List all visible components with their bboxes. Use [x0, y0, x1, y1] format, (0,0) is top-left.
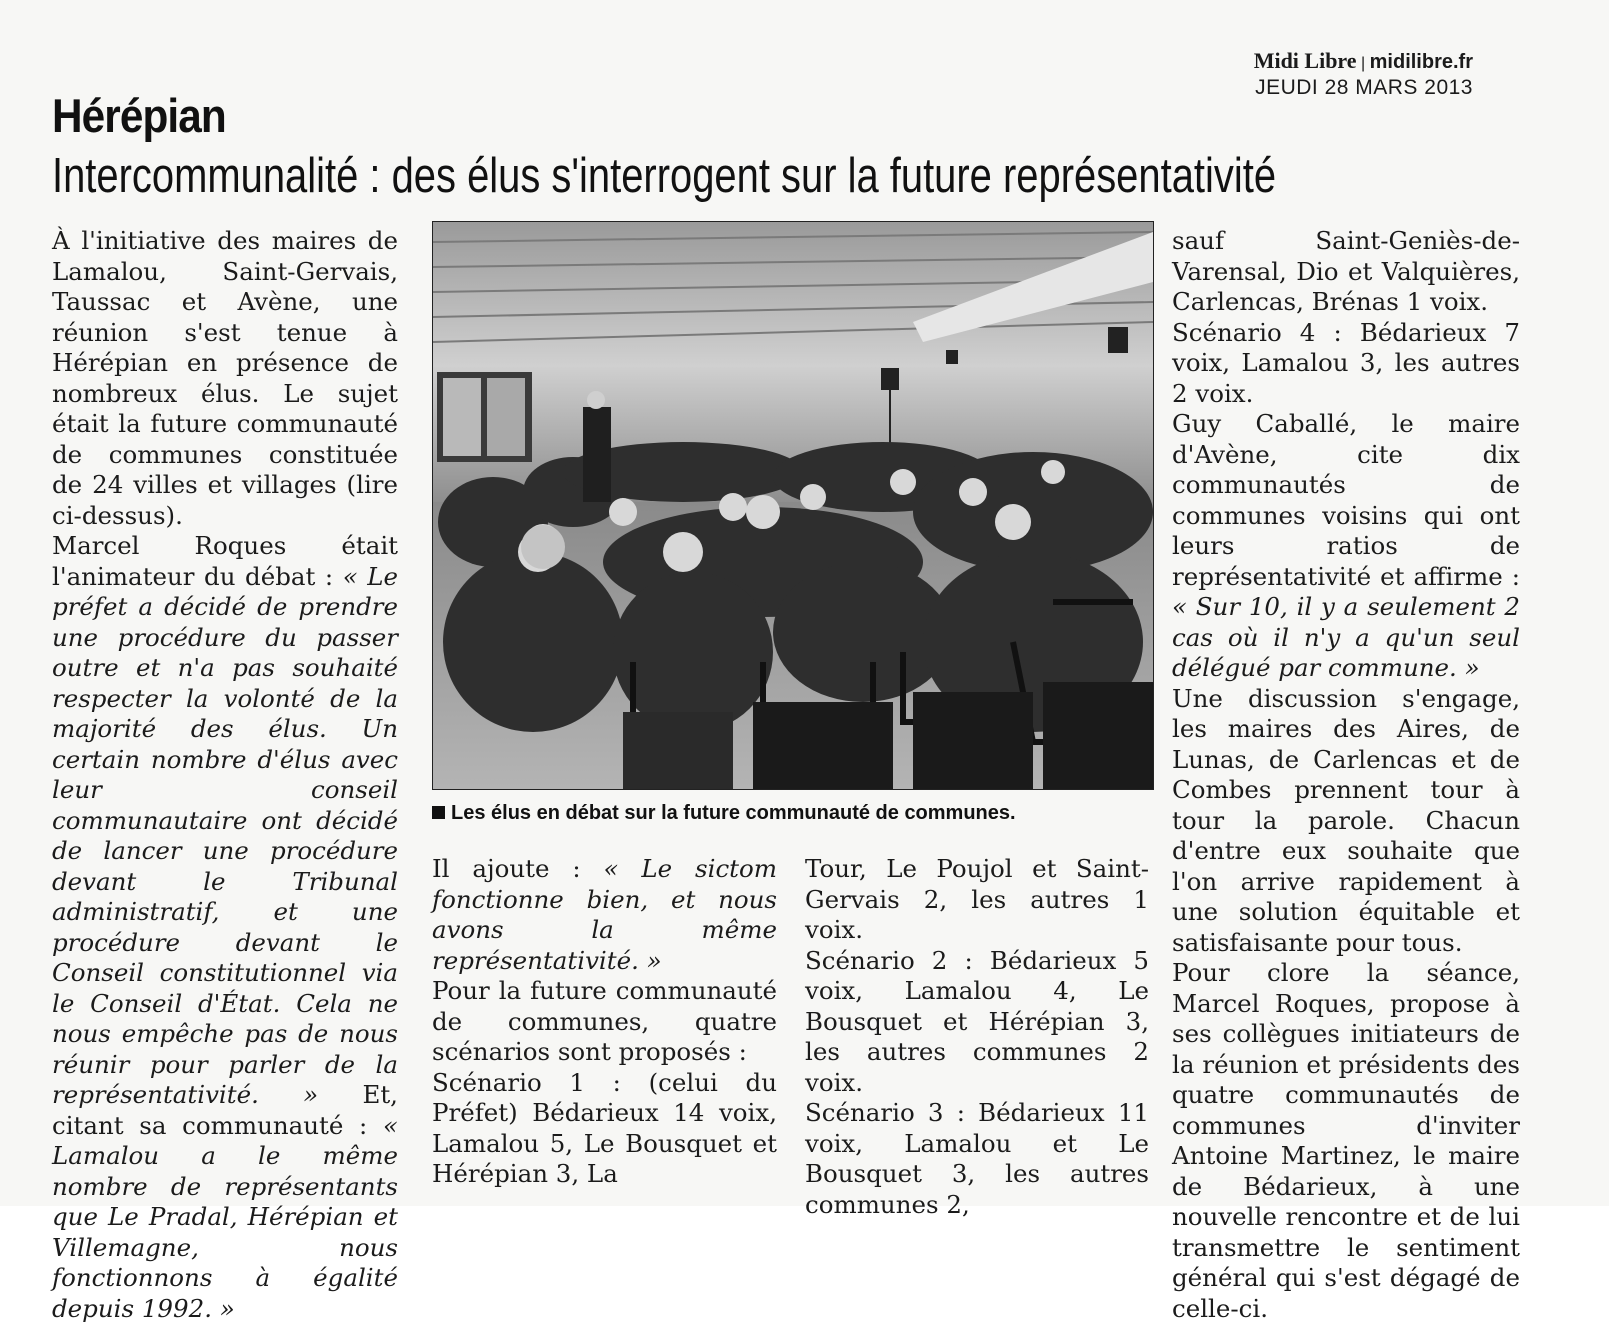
paragraph: Pour clore la séance, Marcel Roques, propose à ses collègues initiateurs de la réunion et présidents des quatre communautés de communes d'inviter Antoine Martinez, le maire de Bédarieux, à une nouvelle rencontre et de lui transmettre le sentiment général qui s'est dégagé de celle-ci. — [1172, 958, 1520, 1323]
paragraph: Scénario 2 : Bédarieux 5 voix, Lamalou 4, Le Bousquet et Hérépian 3, les autres communes 2 voix. — [805, 945, 1149, 1097]
paragraph-lead: Marcel Roques était l'animateur du débat : — [52, 531, 398, 591]
meeting-photo-illustration — [433, 222, 1153, 789]
article-column-4 — [1172, 226, 1520, 1324]
paragraph — [52, 531, 398, 1324]
masthead: Midi Libre | midilibre.fr JEUDI 28 MARS 2013 — [1253, 48, 1473, 99]
article-photo — [432, 221, 1154, 790]
article-kicker: Hérépian — [52, 89, 226, 142]
caption-text: Les élus en débat sur la future communauté de communes. — [451, 802, 1016, 824]
paragraph: Scénario 4 : Bédarieux 7 voix, Lamalou 3, les autres 2 voix. — [1172, 317, 1520, 408]
newspaper-site: midilibre.fr — [1369, 51, 1473, 73]
publication-date: JEUDI 28 MARS 2013 — [1255, 76, 1473, 99]
paragraph-lead: Il ajoute : — [432, 854, 581, 883]
photo-caption — [432, 802, 1152, 825]
quote: « Lamalou a le même nombre de représentants que Le Pradal, Hérépian et Villemagne, nous fonctionnons à égalité depuis 1992. » — [52, 1110, 399, 1323]
paragraph-lead: Guy Caballé, le maire d'Avène, cite dix communautés de communes voisins qui ont leurs ratios de représentativité et affirme : — [1172, 409, 1520, 591]
paragraph-lead: Et, citant sa communauté : — [52, 1080, 398, 1140]
paragraph: Scénario 1 : (celui du Préfet) Bédarieux 14 voix, Lamalou 5, Le Bousquet et Hérépian 3, La — [432, 1067, 777, 1188]
paragraph — [432, 854, 777, 976]
article-headline: Intercommunalité : des élus s'interrogent sur la future représentativité — [52, 149, 1277, 203]
paragraph — [1172, 409, 1520, 684]
caption-square-icon — [432, 806, 445, 819]
article-column-2 — [432, 854, 777, 1190]
quote: « Sur 10, il y a seulement 2 cas où il n'y a qu'un seul délégué par commune. » — [1172, 592, 1520, 682]
paragraph: Une discussion s'engage, les maires des Aires, de Lunas, de Carlencas et de Combes prennent tour à tour la parole. Chacun d'entre eux souhaite que l'on arrive rapidement à une solution équitable et satisfaisante pour tous. — [1172, 683, 1520, 957]
paragraph: À l'initiative des maires de Lamalou, Saint-Gervais, Taussac et Avène, une réunion s'est tenue à Hérépian en présence de nombreux élus. Le sujet était la future communauté de communes constituée de 24 villes et villages (lire ci-dessus). — [52, 226, 398, 530]
article-column-1 — [52, 226, 398, 1324]
newspaper-name: Midi Libre — [1253, 48, 1357, 73]
quote: « Le sictom fonctionne bien, et nous avons la même représentativité. » — [432, 854, 778, 975]
article-column-3 — [805, 854, 1149, 1220]
paragraph: sauf Saint-Geniès-de-Varensal, Dio et Valquières, Carlencas, Brénas 1 voix. — [1172, 226, 1520, 316]
paragraph: Tour, Le Poujol et Saint-Gervais 2, les autres 1 voix. — [805, 854, 1149, 944]
paragraph: Scénario 3 : Bédarieux 11 voix, Lamalou et Le Bousquet 3, les autres communes 2, — [805, 1098, 1149, 1219]
quote: « Le préfet a décidé de prendre une procédure du passer outre et n'a pas souhaité respecter la volonté de la majorité des élus. Un certain nombre d'élus avec leur conseil communautaire ont décidé de lancer une procédure devant le Tribunal administratif, et une procédure devant le Conseil constitutionnel via le Conseil d'État. Cela ne nous empêche pas de nous réunir pour parler de la représentativité. » — [52, 561, 398, 1109]
paragraph: Pour la future communauté de communes, quatre scénarios sont proposés : — [432, 976, 777, 1066]
